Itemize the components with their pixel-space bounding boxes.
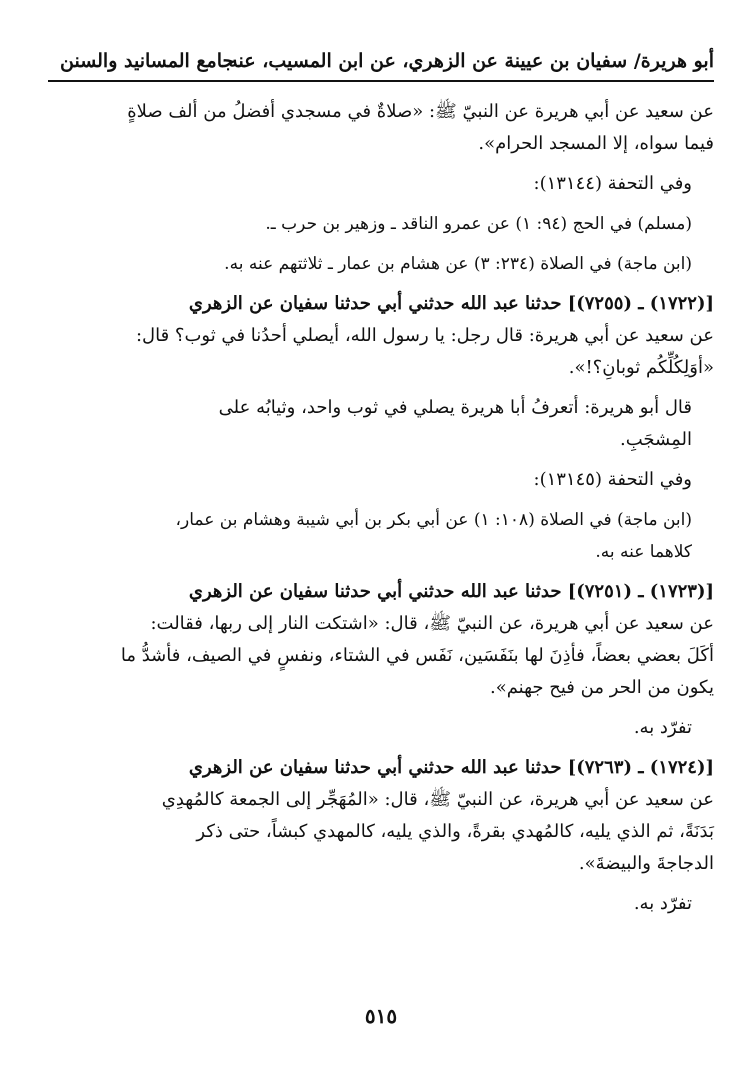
page-number: ٥١٥	[364, 1004, 398, 1028]
hadith-1724-head: [(١٧٢٤) ـ (٧٢٦٣)] حدثنا عبد الله حدثني أبي حدثنا سفيان عن الزهري	[188, 757, 714, 778]
paragraph-hadith-1721: عن سعيد عن أبي هريرة عن النبيّ ﷺ: «صلاةٌ في مسجدي أفضلُ من ألف صلاةٍ فيما سواه، إلا المسجد الحرام».	[127, 101, 714, 154]
page-header	[48, 42, 714, 82]
running-head-book: جامع المسانيد والسنن	[60, 50, 235, 72]
ibnmajah-ref-1: (ابن ماجة) في الصلاة (٢٣٤: ٣) عن هشام بن عمار ـ ثلاثتهم عنه به.	[224, 254, 692, 274]
tuhfa-ref-1: وفي التحفة (١٣١٤٤):	[533, 173, 692, 194]
page-body	[48, 96, 714, 920]
book-page	[48, 42, 714, 1042]
hadith-1722-head: [(١٧٢٢) ـ (٧٢٥٥)] حدثنا عبد الله حدثني أبي حدثنا سفيان عن الزهري	[188, 293, 714, 314]
ibnmajah-ref-2: (ابن ماجة) في الصلاة (١٠٨: ١) عن أبي بكر بن أبي شيبة وهشام بن عمار، كلاهما عنه به.	[175, 510, 692, 562]
paragraph-hadith-1723: [(١٧٢٣) ـ (٧٢٥١)] حدثنا عبد الله حدثني أبي حدثنا سفيان عن الزهري عن سعيد عن أبي هريرة، عن النبيّ ﷺ، قال: «اشتكت النار إلى ربها، فقالت: أكَلَ بعضي بعضاً، فأذِنَ لها بنَفَسَين، نَفَس في الشتاء، ونفسٍ في الصيف، فأشدُّ ما يكون من الحر من فيح جهنم».	[120, 581, 714, 698]
muslim-ref: (مسلم) في الحج (٩٤: ١) عن عمرو الناقد ـ وزهير بن حرب ـ.	[265, 214, 692, 234]
hadith-1723-head: [(١٧٢٣) ـ (٧٢٥١)] حدثنا عبد الله حدثني أبي حدثنا سفيان عن الزهري	[188, 581, 714, 602]
tafarrad-note-2: تفرّد به.	[633, 893, 692, 914]
tafarrad-note-1: تفرّد به.	[633, 717, 692, 738]
paragraph-hadith-1722: [(١٧٢٢) ـ (٧٢٥٥)] حدثنا عبد الله حدثني أبي حدثنا سفيان عن الزهري عن سعيد عن أبي هريرة: قال رجل: يا رسول الله، أيصلي أحدُنا في ثوب؟ قال: «أوَلِكُلِّكُم ثوبانِ؟!».	[135, 293, 714, 378]
abu-hurayra-remark: قال أبو هريرة: أتعرفُ أبا هريرة يصلي في ثوب واحد، وثيابُه على المِشجَبِ.	[218, 397, 692, 450]
running-head-chain: أبو هريرة/ سفيان بن عيينة عن الزهري، عن ابن المسيب، عنه	[228, 50, 714, 72]
paragraph-hadith-1724: [(١٧٢٤) ـ (٧٢٦٣)] حدثنا عبد الله حدثني أبي حدثنا سفيان عن الزهري عن سعيد عن أبي هريرة، عن النبيّ ﷺ، قال: «المُهَجِّر إلى الجمعة كالمُهدِي بَدَنَةً، ثم الذي يليه، كالمُهدي بقرةً، والذي يليه، كالمهدي كبشاً، حتى ذكر الدجاجةَ والبيضةَ».	[161, 757, 714, 874]
tuhfa-ref-2: وفي التحفة (١٣١٤٥):	[533, 469, 692, 490]
